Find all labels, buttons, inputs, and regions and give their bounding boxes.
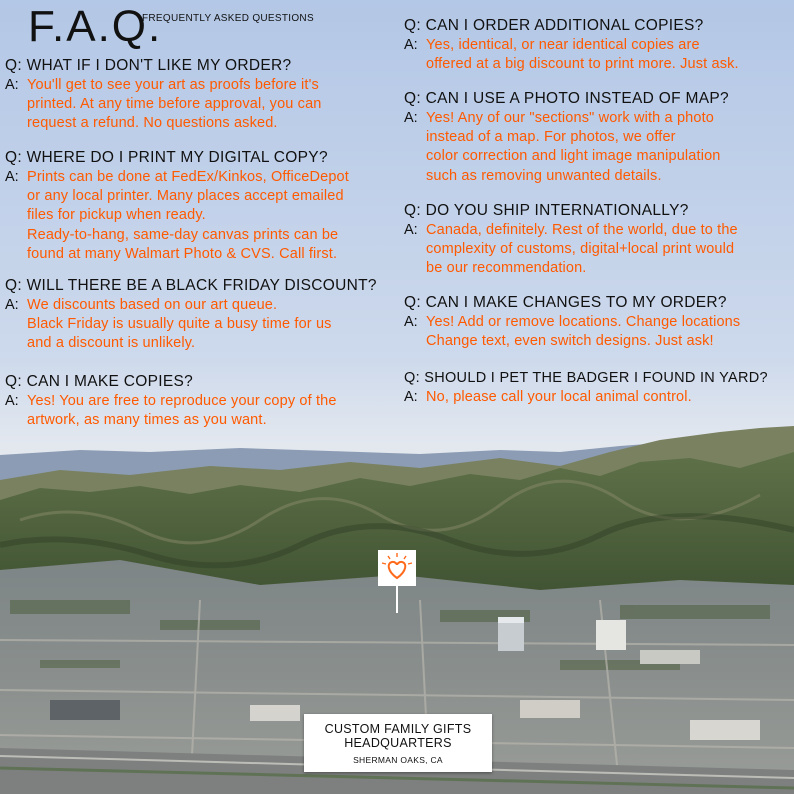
- page-subtitle: FREQUENTLY ASKED QUESTIONS: [142, 13, 314, 24]
- faq-question: Q: DO YOU SHIP INTERNATIONALLY?: [404, 202, 689, 219]
- faq-answer: [404, 313, 794, 351]
- answer-line: found at many Walmart Photo & CVS. Call first.: [27, 245, 338, 262]
- answer-line: and a discount is unlikely.: [27, 335, 196, 352]
- faq-question: Q: CAN I MAKE COPIES?: [5, 373, 194, 390]
- faq-answer: [5, 168, 400, 264]
- answer-line: request a refund. No questions asked.: [27, 115, 278, 132]
- faq-question: Q: WHAT IF I DON'T LIKE MY ORDER?: [5, 57, 292, 74]
- answer-prefix: A:: [404, 110, 418, 126]
- faq-question: Q: WILL THERE BE A BLACK FRIDAY DISCOUNT?: [5, 277, 377, 294]
- answer-line: Change text, even switch designs. Just ask!: [426, 333, 714, 350]
- faq-item: [404, 201, 794, 279]
- answer-line: artwork, as many times as you want.: [27, 412, 267, 429]
- faq-question: Q: CAN I MAKE CHANGES TO MY ORDER?: [404, 294, 727, 311]
- answer-line: Ready-to-hang, same-day canvas prints can be: [27, 226, 339, 243]
- faq-question: Q: SHOULD I PET THE BADGER I FOUND IN YARD?: [404, 370, 768, 386]
- faq-answer: [404, 388, 794, 407]
- answer-prefix: A:: [404, 222, 418, 238]
- answer-line: complexity of customs, digital+local print would: [426, 241, 735, 258]
- answer-line: offered at a big discount to print more. Just ask.: [426, 56, 739, 73]
- answer-line: Yes, identical, or near identical copies are: [426, 37, 700, 53]
- answer-line: Canada, definitely. Rest of the world, due to the: [426, 222, 738, 238]
- faq-question: Q: CAN I USE A PHOTO INSTEAD OF MAP?: [404, 90, 729, 107]
- answer-prefix: A:: [5, 393, 19, 409]
- answer-line: such as removing unwanted details.: [426, 167, 662, 184]
- faq-item: [404, 89, 794, 186]
- answer-line: instead of a map. For photos, we offer: [426, 129, 676, 146]
- sign-line-2: HEADQUARTERS: [344, 736, 452, 750]
- faq-answer: [404, 109, 794, 186]
- faq-item: [404, 293, 794, 351]
- page-title: F.A.Q.: [28, 2, 163, 51]
- faq-item: [404, 16, 794, 74]
- answer-prefix: A:: [404, 37, 418, 53]
- answer-line: Prints can be done at FedEx/Kinkos, OfficeDepot: [27, 169, 349, 185]
- faq-question: Q: WHERE DO I PRINT MY DIGITAL COPY?: [5, 149, 328, 166]
- faq-item: [5, 56, 400, 134]
- answer-line: be our recommendation.: [426, 260, 587, 277]
- heart-pin-icon: [377, 549, 417, 615]
- faq-answer: [5, 76, 400, 134]
- faq-item: [404, 368, 794, 407]
- sign-line-1: CUSTOM FAMILY GIFTS: [324, 722, 472, 736]
- answer-line: printed. At any time before approval, you can: [27, 96, 322, 113]
- answer-line: or any local printer. Many places accept emailed: [27, 188, 344, 205]
- answer-line: We discounts based on our art queue.: [27, 297, 278, 313]
- answer-prefix: A:: [404, 314, 418, 330]
- answer-prefix: A:: [5, 77, 19, 93]
- answer-prefix: A:: [404, 389, 418, 405]
- answer-line: Black Friday is usually quite a busy time for us: [27, 316, 332, 333]
- answer-line: files for pickup when ready.: [27, 207, 206, 224]
- faq-item: [5, 372, 400, 430]
- faq-item: [5, 148, 400, 264]
- faq-answer: [5, 392, 400, 430]
- answer-line: Yes! You are free to reproduce your copy of the: [27, 393, 337, 409]
- faq-item: [5, 276, 400, 354]
- headquarters-sign: [304, 714, 492, 772]
- answer-prefix: A:: [5, 297, 19, 313]
- answer-line: color correction and light image manipulation: [426, 148, 721, 165]
- faq-answer: [404, 36, 794, 74]
- answer-prefix: A:: [5, 169, 19, 185]
- sign-location: SHERMAN OAKS, CA: [353, 755, 443, 765]
- faq-answer: [5, 296, 400, 354]
- answer-line: You'll get to see your art as proofs before it's: [27, 77, 319, 93]
- answer-line: Yes! Any of our "sections" work with a photo: [426, 110, 714, 126]
- faq-question: Q: CAN I ORDER ADDITIONAL COPIES?: [404, 17, 704, 34]
- faq-answer: [404, 221, 794, 279]
- answer-line: No, please call your local animal control.: [426, 389, 692, 405]
- answer-line: Yes! Add or remove locations. Change locations: [426, 314, 741, 330]
